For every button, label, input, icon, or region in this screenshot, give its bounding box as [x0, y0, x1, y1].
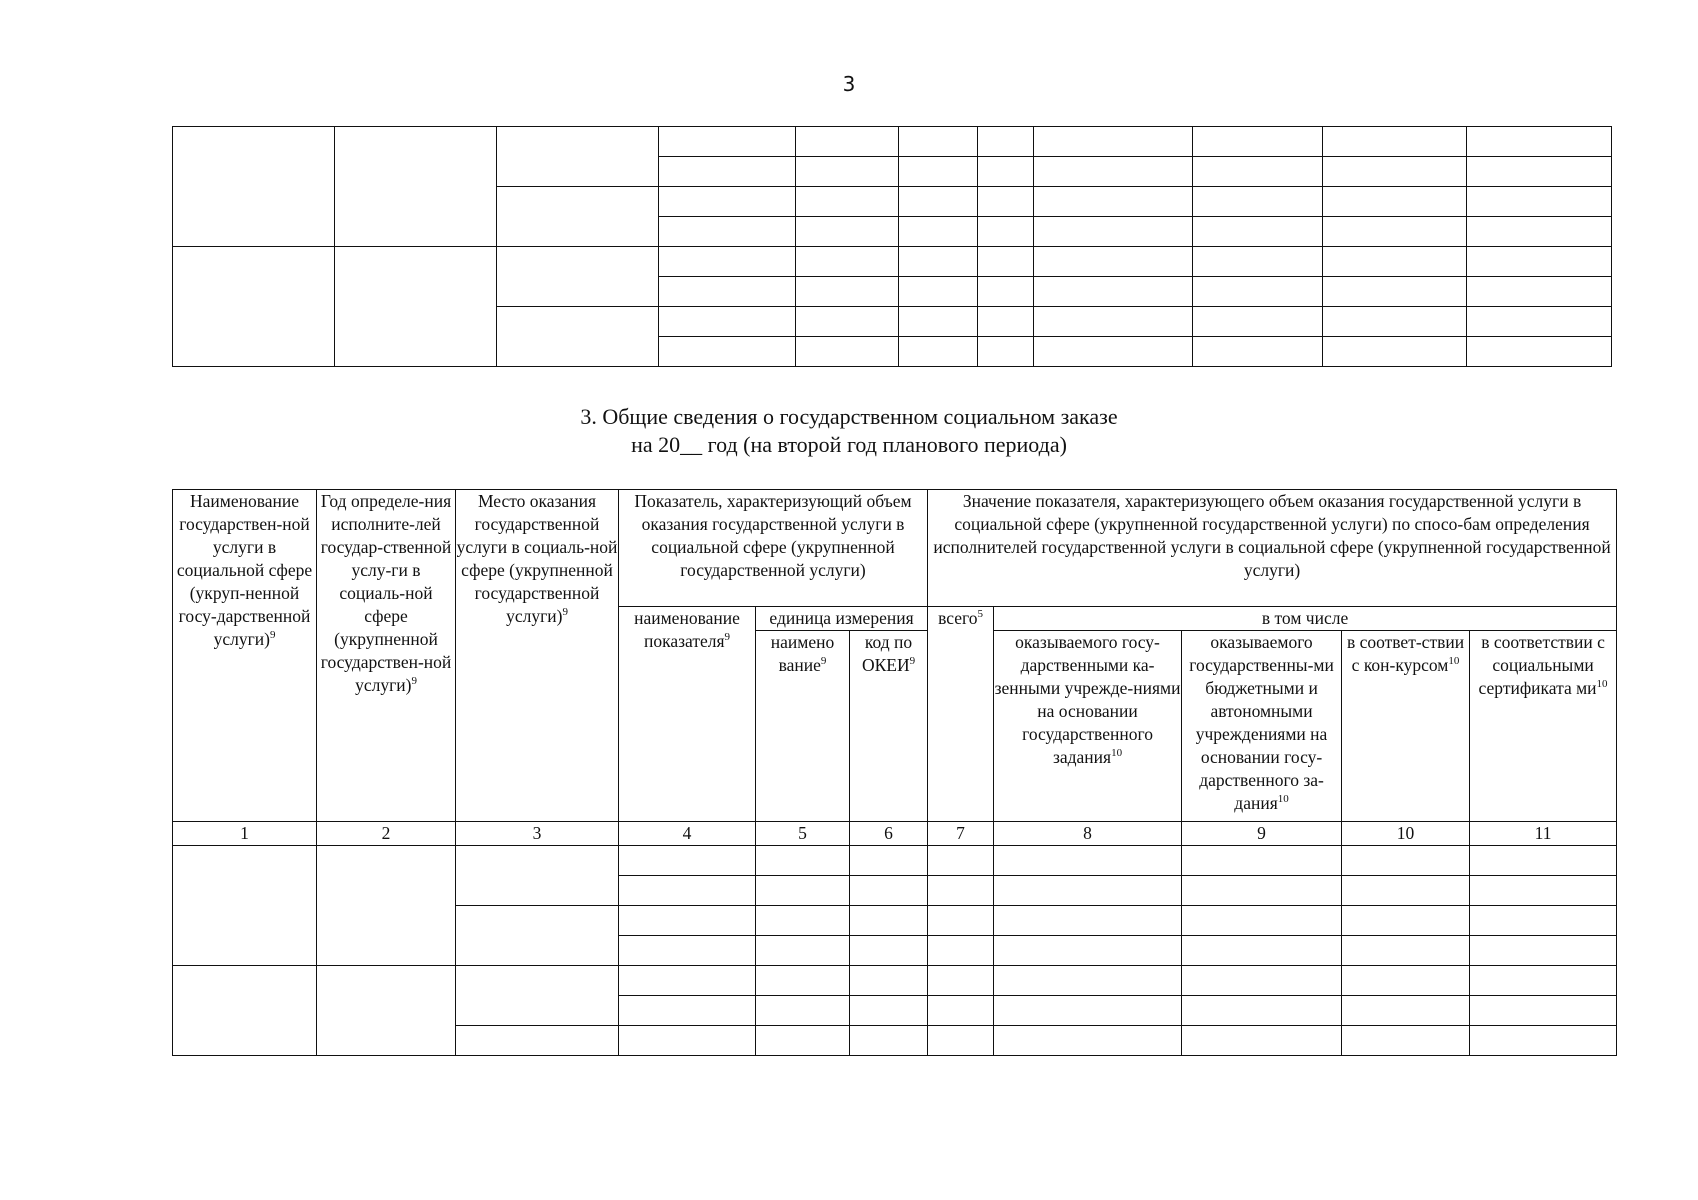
header-indicator-name: наименование показателя$^9$: [619, 607, 756, 822]
column-number: 1: [173, 822, 317, 846]
column-number: 9: [1182, 822, 1342, 846]
header-unit-name: наимено вание$^9$: [756, 631, 850, 822]
table-cell: [335, 127, 497, 247]
column-number-row: [173, 822, 1617, 846]
table-row: [173, 247, 1612, 277]
header-including: в том числе: [994, 607, 1617, 631]
table-cell: [456, 906, 619, 966]
page-number: 3: [842, 72, 856, 96]
table-cell: [173, 846, 317, 966]
section-title-line1: 3. Общие сведения о государственном социальном заказе: [580, 404, 1118, 429]
table-cell: [497, 247, 659, 307]
header-service-name: Наименование государствен-ной услуги в социальной сфере (укруп-ненной госу-дарственной услуги)$^9$: [173, 490, 317, 822]
header-unit-group: единица измерения: [756, 607, 928, 631]
header-total: всего$^5$: [928, 607, 994, 822]
header-okei: код по ОКЕИ$^9$: [850, 631, 928, 822]
table-cell: [456, 1026, 619, 1056]
header-value-group: Значение показателя, характеризующего объем оказания государственной услуги в социальной сфере (укрупненной государственной услуги) по спосо-бам определения исполнителей государственной услуги в социальной сфере (укрупненной государственной услуги): [928, 490, 1617, 607]
table-cell: [317, 966, 456, 1056]
table-cell: [456, 966, 619, 1026]
table-row: [173, 966, 1617, 996]
column-number: 3: [456, 822, 619, 846]
column-number: 7: [928, 822, 994, 846]
table-cell: [456, 846, 619, 906]
column-number: 8: [994, 822, 1182, 846]
header-row: [173, 490, 1617, 607]
column-number: 11: [1470, 822, 1617, 846]
header-col9: оказываемого государственны-ми бюджетными и автономными учреждениями на основании госу-дарственного за-дания$^{10}$: [1182, 631, 1342, 822]
column-number: 6: [850, 822, 928, 846]
header-place: Место оказания государственной услуги в социаль-ной сфере (укрупненной государственной услуги)$^9$: [456, 490, 619, 822]
table-row: [173, 127, 1612, 157]
social-order-table: [172, 489, 1617, 1056]
header-year: Год определе-ния исполните-лей государ-ственной услу-ги в социаль-ной сфере (укрупненной государствен-ной услуги)$^9$: [317, 490, 456, 822]
header-col8: оказываемого госу-дарственными ка-зенными учрежде-ниями на основании государственного задания$^{10}$: [994, 631, 1182, 822]
table-cell: [497, 127, 659, 187]
table-cell: [497, 307, 659, 367]
continuation-table: [172, 126, 1612, 367]
header-indicator-group: Показатель, характеризующий объем оказания государственной услуги в социальной сфере (укрупненной государственной услуги): [619, 490, 928, 607]
table-cell: [497, 187, 659, 247]
column-number: 2: [317, 822, 456, 846]
column-number: 4: [619, 822, 756, 846]
header-col10: в соответ-ствии с кон-курсом$^{10}$: [1342, 631, 1470, 822]
table-cell: [317, 846, 456, 966]
table-cell: [335, 247, 497, 367]
table-cell: [173, 247, 335, 367]
column-number: 10: [1342, 822, 1470, 846]
column-number: 5: [756, 822, 850, 846]
section-title-line2: на 20__ год (на второй год планового периода): [631, 432, 1067, 457]
section-title: [0, 403, 1698, 459]
header-col11: в соответствии с социальными сертификата $ми^{10}$: [1470, 631, 1617, 822]
table-row: [173, 846, 1617, 876]
table-cell: [173, 127, 335, 247]
table-cell: [173, 966, 317, 1056]
